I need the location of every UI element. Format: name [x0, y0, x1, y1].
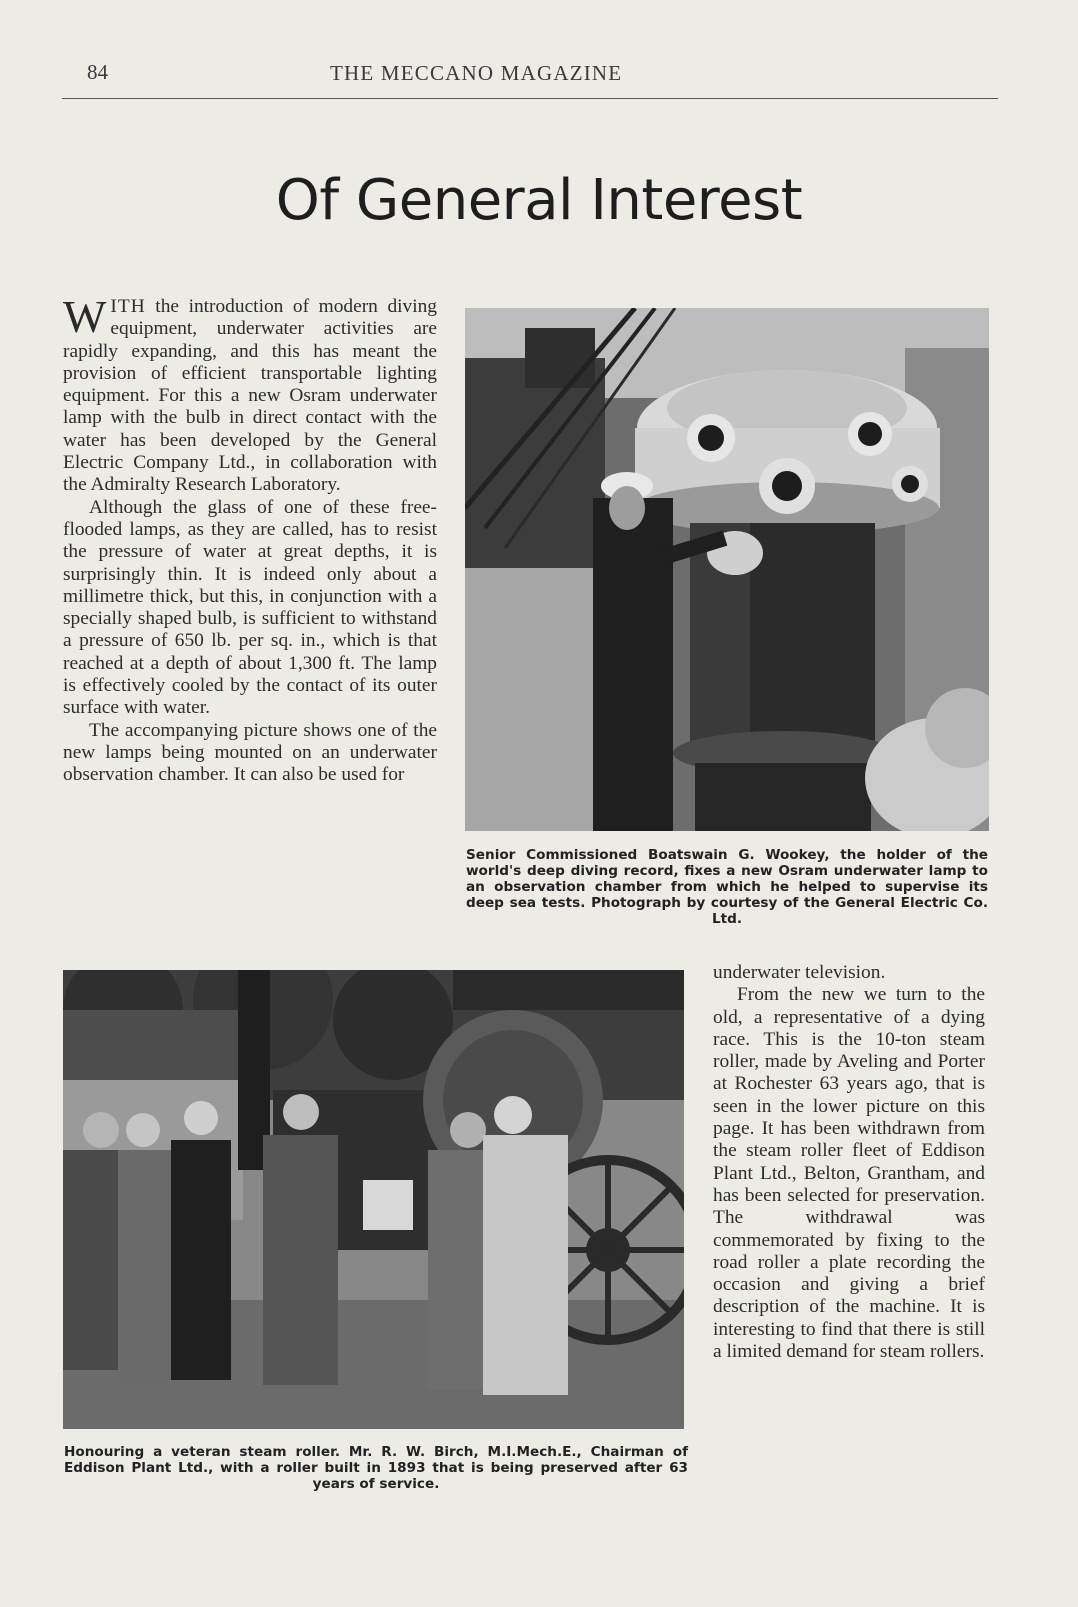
header-rule — [62, 98, 998, 99]
intro-paragraph — [63, 291, 437, 497]
picture-paragraph: The accompanying picture shows one of the new lamps being mounted on an underwater observation chamber. It can also be used for — [63, 719, 437, 786]
lamp-glass-paragraph: Although the glass of one of these free-flooded lamps, as they are called, has to resist the pressure of water at great depths, it is surprisingly thin. It is indeed only about a millimetre thick, but this, in conjunction with a specially shaped bulb, is sufficient to withstand a pressure of 650 lb. per sq. in., which is that reached at a depth of about 1,300 ft. The lamp is effectively cooled by the contact of its outer surface with water. — [63, 496, 437, 719]
right-text-column — [713, 962, 985, 1363]
article-title: Of General Interest — [275, 168, 803, 233]
steam-roller-paragraph: From the new we turn to the old, a representative of a dying race. This is the 10-ton steam roller, made by Aveling and Porter at Rochester 63 years ago, that is seen in the lower picture on this page. It has been withdrawn from the steam roller fleet of Eddison Plant Ltd., Belton, Grantham, and has been selected for preservation. The withdrawal was commemorated by fixing to the road roller a plate recording the occasion and giving a brief description of the machine. It is interesting to find that there is still a limited demand for steam rollers. — [713, 984, 985, 1363]
steam-roller-photo — [63, 970, 684, 1429]
intro-text: the introduction of modern diving equipment, underwater activities are rapidly expanding, and this has meant the provision of efficient transportable lighting equipment. For this a new Osram underwater lamp with the bulb in direct contact with the water has been developed by the General Electric Company Ltd., in collaboration with the Admiralty Research Laboratory. — [63, 296, 437, 496]
left-text-column — [63, 291, 437, 787]
bottom-photo-caption: Honouring a veteran steam roller. Mr. R. W. Birch, M.I.Mech.E., Chairman of Eddison Plant Ltd., with a roller built in 1893 that is being preserved after 63 years of service. — [64, 1444, 688, 1492]
page-number: 84 — [87, 60, 108, 84]
drop-cap: W — [63, 291, 107, 342]
intro-small-caps: ITH — [110, 296, 146, 317]
observation-chamber-photo — [465, 308, 989, 831]
top-photo-caption: Senior Commissioned Boatswain G. Wookey, the holder of the world's deep diving record, fixes a new Osram underwater lamp to an observation chamber from which he helped to supervise its deep sea tests. Photograph by courtesy of the General Electric Co. Ltd. — [466, 847, 988, 927]
running-head: THE MECCANO MAGAZINE — [330, 61, 623, 85]
continued-line: underwater television. — [713, 962, 886, 983]
